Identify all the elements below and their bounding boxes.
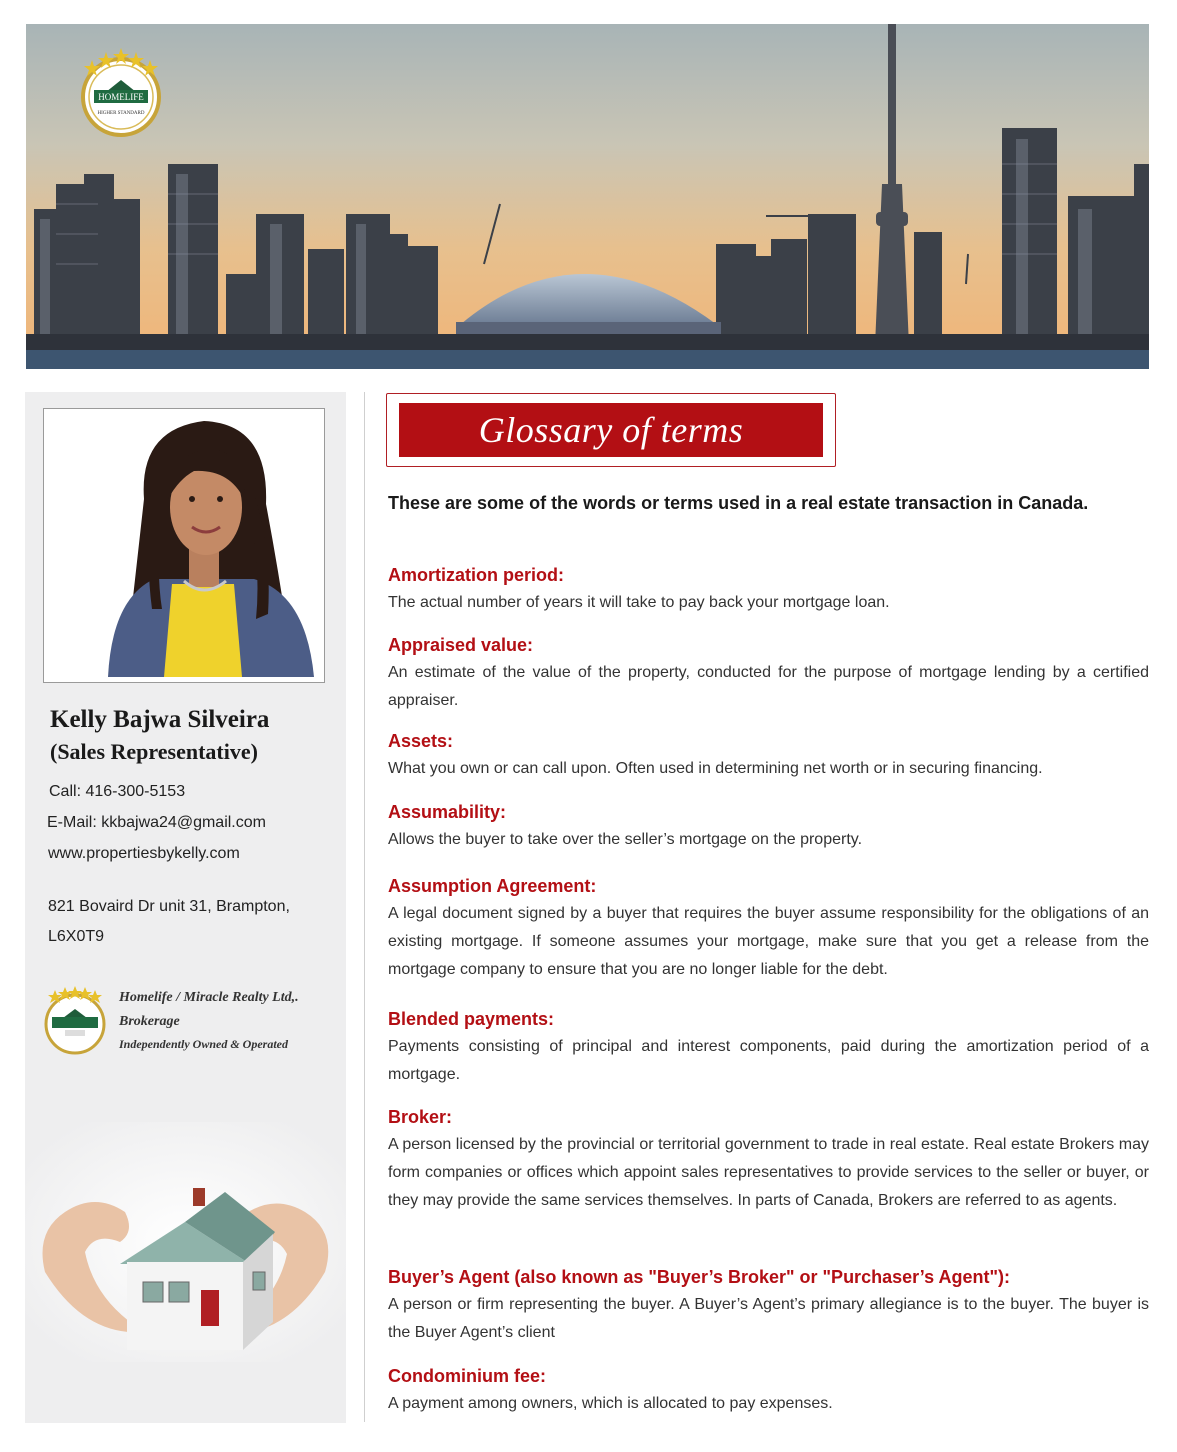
agent-photo [43, 408, 325, 683]
term-blended-payments: Blended payments: [388, 1009, 555, 1029]
agent-sidebar [25, 392, 346, 1423]
svg-text:HIGHER STANDARD: HIGHER STANDARD [97, 111, 145, 116]
brokerage-name: Homelife / Miracle Realty Ltd,. [119, 990, 299, 1005]
term-assets: Assets: [388, 731, 454, 751]
definition-buyers-agent: A person or firm representing the buyer. A Buyer’s Agent’s primary allegiance is to the buyer. The buyer is the Buyer Agent’s client [388, 1296, 1149, 1341]
definition-condominium-fee: A payment among owners, which is allocated to pay expenses. [388, 1395, 833, 1412]
term-assumption-agreement: Assumption Agreement: [388, 876, 597, 896]
definition-amortization-period: The actual number of years it will take to pay back your mortgage loan. [388, 594, 890, 611]
definition-broker: A person licensed by the provincial or territorial government to trade in real estate. Real estate Brokers may form companies or offices which appoint sales representatives to provide services to the seller or buyer, or they may provide the same services themselves. In parts of Canada, Brokers are referred to as agents. [388, 1136, 1149, 1209]
agent-address-line1: 821 Bovaird Dr unit 31, Brampton, [48, 898, 290, 915]
agent-website[interactable]: www.propertiesbykelly.com [48, 845, 240, 862]
definition-appraised-value: An estimate of the value of the property, conducted for the purpose of mortgage lending by a certified appraiser. [388, 664, 1149, 709]
term-condominium-fee: Condominium fee: [388, 1366, 546, 1386]
term-appraised-value: Appraised value: [388, 635, 534, 655]
definition-assumption-agreement: A legal document signed by a buyer that requires the buyer assume responsibility for the obligations of an existing mortgage. If someone assumes your mortgage, make sure that you get a release from the mortgage company to ensure that you are no longer liable for the debt. [388, 905, 1149, 978]
agent-portrait-image [44, 409, 324, 682]
intro-text: These are some of the words or terms used in a real estate transaction in Canada. [388, 493, 1089, 513]
agent-phone[interactable]: Call: 416-300-5153 [49, 783, 186, 800]
term-broker: Broker: [388, 1107, 453, 1127]
term-amortization-period: Amortization period: [388, 565, 564, 585]
vertical-divider [364, 392, 365, 1422]
term-assumability: Assumability: [388, 802, 507, 822]
agent-title: (Sales Representative) [50, 739, 258, 764]
title-banner [399, 403, 823, 457]
term-buyers-agent: Buyer’s Agent (also known as "Buyer’s Broker" or "Purchaser’s Agent"): [388, 1267, 1010, 1287]
city-skyline-image [26, 24, 1149, 369]
definition-blended-payments: Payments consisting of principal and interest components, paid during the amortization period of a mortgage. [388, 1038, 1149, 1083]
header-banner [26, 24, 1149, 369]
agent-name: Kelly Bajwa Silveira [50, 706, 270, 733]
definition-assumability: Allows the buyer to take over the seller’s mortgage on the property. [388, 831, 863, 848]
definition-assets: What you own or can call upon. Often used in determining net worth or in securing financing. [388, 760, 1043, 777]
agent-address-line2: L6X0T9 [48, 928, 105, 945]
house-in-hands-image [25, 1122, 346, 1362]
brokerage-tagline: Independently Owned & Operated [119, 1037, 288, 1051]
agent-email[interactable]: E-Mail: kkbajwa24@gmail.com [47, 814, 266, 831]
brokerage-type: Brokerage [119, 1014, 180, 1029]
title-frame [386, 393, 836, 467]
page-title: Glossary of terms [478, 410, 744, 450]
brokerage-logo-icon [43, 986, 107, 1056]
svg-text:HOMELIFE: HOMELIFE [98, 92, 144, 102]
